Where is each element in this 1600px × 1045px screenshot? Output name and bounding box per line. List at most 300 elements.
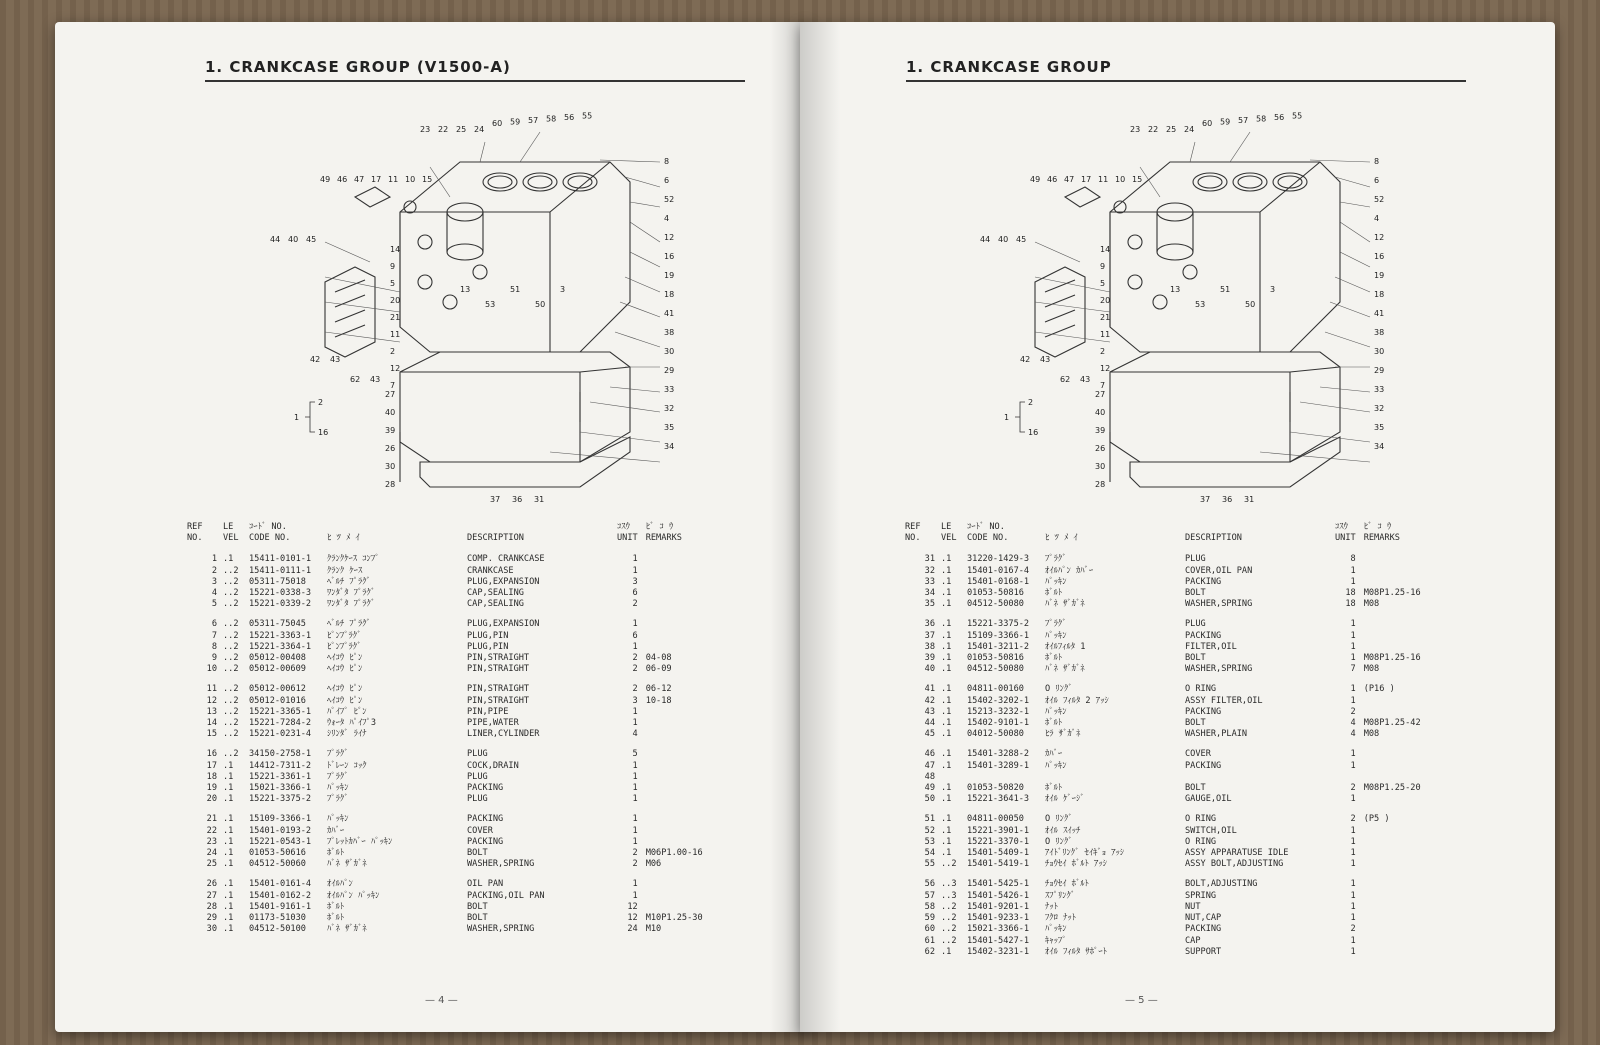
title-rule <box>906 80 1466 82</box>
cell-ref-no: 44 <box>924 718 935 729</box>
callout-number: 59 <box>510 117 521 127</box>
callout-number: 55 <box>1292 111 1303 121</box>
callout-number: 19 <box>1374 271 1385 280</box>
cell-remarks <box>1364 554 1444 565</box>
cell-level: .1 <box>941 588 952 599</box>
cell-remarks: M08P1.25-16 <box>1363 588 1421 599</box>
cell-level: .1 <box>223 859 234 870</box>
table-row <box>905 664 1444 675</box>
cell-unit-qty: 12 <box>627 901 638 912</box>
table-row <box>905 610 1444 630</box>
cell-kana-name: ﾊﾟｯｷﾝ <box>1045 760 1067 771</box>
cell-code-no: 15401-3289-1 <box>967 760 1030 771</box>
callout-number: 22 <box>1148 125 1159 134</box>
cell-level: .1 <box>223 760 234 771</box>
cell-kana-name: ﾎﾞﾙﾄ <box>1045 588 1063 599</box>
callout-number: 36 <box>512 495 523 504</box>
table-row <box>187 707 726 718</box>
cell-kana-name: ﾌﾟﾗｸﾞ <box>1045 554 1067 565</box>
cell-unit-qty: 6 <box>632 588 638 599</box>
callout-number: 28 <box>385 480 396 489</box>
cell-level: ..2 <box>223 718 239 729</box>
callout-number: 40 <box>288 235 299 244</box>
cell-unit-qty: 24 <box>627 924 638 935</box>
cell-unit-qty: 7 <box>1350 664 1356 675</box>
cell-remarks <box>646 599 726 610</box>
table-row <box>187 913 726 924</box>
callout-number: 32 <box>664 404 675 413</box>
table-row <box>187 696 726 707</box>
cell-level: ..3 <box>941 890 957 901</box>
callout-number: 10 <box>1115 175 1126 184</box>
cell-code-no: 15402-9101-1 <box>967 718 1030 729</box>
callout-number: 5 <box>1100 279 1106 288</box>
cell-kana-name: ﾊﾟｲﾌﾟ ﾋﾟﾝ <box>327 706 367 717</box>
cell-description: ASSY APPARATUSE IDLE <box>1185 848 1289 859</box>
cell-ref-no: 49 <box>924 783 935 794</box>
cell-unit-qty: 2 <box>632 848 638 859</box>
cell-code-no: 15402-3202-1 <box>967 695 1030 706</box>
cell-code-no: 15401-5425-1 <box>967 879 1030 890</box>
cell-description: CRANKCASE <box>467 565 514 576</box>
cell-level: .1 <box>223 901 234 912</box>
table-row <box>905 772 1444 783</box>
cell-level: .1 <box>941 664 952 675</box>
cell-remarks <box>1364 848 1444 859</box>
engine-block-drawing <box>250 102 690 512</box>
cell-remarks <box>646 707 726 718</box>
cell-remarks <box>1364 794 1444 805</box>
cell-remarks <box>646 761 726 772</box>
cell-code-no: 15221-3363-1 <box>249 630 312 641</box>
cell-description: PLUG <box>467 794 488 805</box>
cell-code-no: 05012-00609 <box>249 664 306 675</box>
cell-ref-no: 51 <box>924 814 935 825</box>
page-number: — 5 — <box>1125 995 1158 1006</box>
cell-code-no: 15221-0338-3 <box>249 588 312 599</box>
cell-remarks <box>646 794 726 805</box>
cell-remarks <box>646 566 726 577</box>
cell-remarks: M08P1.25-16 <box>1363 653 1421 664</box>
table-row <box>905 588 1444 599</box>
table-row <box>187 740 726 760</box>
cell-code-no: 15401-0162-2 <box>249 890 312 901</box>
cell-ref-no: 11 <box>206 684 217 695</box>
table-row <box>187 837 726 848</box>
callout-number: 57 <box>528 116 539 125</box>
callout-number: 47 <box>1064 175 1075 184</box>
cell-description: PACKING <box>467 836 504 847</box>
exploded-diagram <box>250 102 690 512</box>
cell-code-no: 15213-3232-1 <box>967 706 1030 717</box>
cell-description: PACKING <box>1185 706 1222 717</box>
cell-unit-qty: 1 <box>1350 879 1356 890</box>
cell-remarks <box>1364 924 1444 935</box>
cell-unit-qty: 1 <box>1350 576 1356 587</box>
cell-unit-qty: 2 <box>1350 706 1356 717</box>
cell-kana-name: ｳｫｰﾀ ﾊﾟｲﾌﾟ3 <box>327 718 377 729</box>
cell-description: CAP <box>1185 935 1201 946</box>
callout-number: 13 <box>1170 285 1181 294</box>
cell-kana-name: ﾎﾞﾙﾄ <box>327 913 345 924</box>
table-row <box>905 924 1444 935</box>
table-row <box>905 783 1444 794</box>
cell-kana-name: ﾊﾞﾈ ｻﾞｶﾞﾈ <box>1045 664 1085 675</box>
cell-code-no: 15021-3366-1 <box>249 783 312 794</box>
cell-code-no: 15401-3288-2 <box>967 749 1030 760</box>
cell-unit-qty: 1 <box>1350 901 1356 912</box>
cell-remarks <box>1364 936 1444 947</box>
cell-kana-name: ｽﾌﾟﾘﾝｸﾞ <box>1045 890 1076 901</box>
cell-level: .1 <box>223 879 234 890</box>
cell-ref-no: 42 <box>924 695 935 706</box>
callout-number: 7 <box>1100 381 1106 390</box>
callout-number: 45 <box>306 235 317 244</box>
callout-number: 29 <box>664 366 675 375</box>
cell-code-no: 15401-0167-4 <box>967 565 1030 576</box>
cell-code-no: 34150-2758-1 <box>249 749 312 760</box>
cell-ref-no: 62 <box>924 946 935 957</box>
cell-kana-name: ﾎﾞﾙﾄ <box>1045 653 1063 664</box>
callout-number: 21 <box>1100 313 1111 322</box>
cell-ref-no: 20 <box>206 794 217 805</box>
callout-number: 45 <box>1016 235 1027 244</box>
cell-level: .1 <box>223 836 234 847</box>
cell-description: BOLT <box>467 848 488 859</box>
cell-code-no: 15401-5409-1 <box>967 848 1030 859</box>
callout-number: 42 <box>1020 355 1031 364</box>
cell-ref-no: 15 <box>206 729 217 740</box>
cell-ref-no: 36 <box>924 619 935 630</box>
cell-ref-no: 10 <box>206 664 217 675</box>
cell-remarks <box>646 718 726 729</box>
cell-ref-no: 3 <box>211 576 217 587</box>
col-description: DESCRIPTION <box>1185 533 1242 544</box>
table-row <box>187 729 726 740</box>
callout-number: 30 <box>664 347 675 356</box>
cell-code-no: 04512-50080 <box>967 599 1024 610</box>
callout-number: 20 <box>1100 296 1111 305</box>
cell-unit-qty: 1 <box>1350 890 1356 901</box>
col-ref: REF NO. <box>905 522 921 544</box>
cell-kana-name: ﾊﾟｯｷﾝ <box>1045 706 1067 717</box>
cell-code-no: 05311-75018 <box>249 576 306 587</box>
cell-code-no: 01053-50820 <box>967 783 1024 794</box>
callout-number: 43 <box>370 375 381 384</box>
table-row <box>187 772 726 783</box>
cell-ref-no: 1 <box>211 554 217 565</box>
cell-ref-no: 45 <box>924 729 935 740</box>
cell-unit-qty: 1 <box>632 641 638 652</box>
cell-description: PACKING <box>467 783 504 794</box>
cell-kana-name: ｸﾗﾝｸｹｰｽ ｺﾝﾌﾟ <box>327 554 380 565</box>
cell-level: .1 <box>941 706 952 717</box>
callout-number: 51 <box>510 285 521 294</box>
cell-unit-qty: 1 <box>1350 565 1356 576</box>
cell-unit-qty: 2 <box>632 684 638 695</box>
cell-description: NUT <box>1185 901 1201 912</box>
cell-unit-qty: 2 <box>632 653 638 664</box>
cell-kana-name: ﾊﾟｯｷﾝ <box>327 783 349 794</box>
table-row <box>905 870 1444 890</box>
cell-code-no: 15401-0161-4 <box>249 879 312 890</box>
cell-ref-no: 4 <box>211 588 217 599</box>
cell-kana-name: ｵｲﾙﾌｨﾙﾀ 1 <box>1045 641 1086 652</box>
table-row <box>187 783 726 794</box>
cell-kana-name: ﾍｲｺｳ ﾋﾟﾝ <box>327 684 363 695</box>
callout-number: 38 <box>1374 328 1385 337</box>
cell-unit-qty <box>1335 772 1364 783</box>
cell-description: NUT,CAP <box>1185 913 1222 924</box>
cell-description: PLUG <box>467 749 488 760</box>
cell-code-no: 15221-3361-1 <box>249 771 312 782</box>
callout-number: 18 <box>664 290 675 299</box>
cell-ref-no: 38 <box>924 641 935 652</box>
cell-kana-name: ﾌﾟﾗｸﾞ <box>327 794 349 805</box>
cell-description: COVER <box>467 825 493 836</box>
parts-table <box>905 522 1444 958</box>
cell-kana-name: ﾊﾞﾈ ｻﾞｶﾞﾈ <box>1045 599 1085 610</box>
cell-level: ..2 <box>941 901 957 912</box>
cell-remarks: M10 <box>645 924 662 935</box>
table-row <box>187 554 726 565</box>
cell-ref-no: 47 <box>924 760 935 771</box>
cell-code-no: 15109-3366-1 <box>967 630 1030 641</box>
cell-unit-qty: 18 <box>1345 599 1356 610</box>
table-row <box>187 794 726 805</box>
cell-level: ..2 <box>223 664 239 675</box>
cell-remarks <box>646 729 726 740</box>
callout-number: 16 <box>318 428 329 437</box>
cell-remarks <box>646 610 726 630</box>
col-level: LE VEL <box>941 522 957 544</box>
cell-level: ..2 <box>223 619 239 630</box>
cell-unit-qty: 6 <box>632 630 638 641</box>
cell-unit-qty: 4 <box>1350 729 1356 740</box>
cell-level: .1 <box>223 554 234 565</box>
callout-number: 2 <box>390 347 396 356</box>
cell-level: .1 <box>223 924 234 935</box>
callout-number: 33 <box>664 385 675 394</box>
cell-ref-no: 53 <box>924 836 935 847</box>
cell-kana-name: ﾋﾗ ｻﾞｶﾞﾈ <box>1045 729 1081 740</box>
col-remarks: ﾋﾞ ｺ ｳ REMARKS <box>1363 522 1400 544</box>
cell-ref-no: 41 <box>924 684 935 695</box>
callout-number: 22 <box>438 125 449 134</box>
callout-number: 40 <box>998 235 1009 244</box>
table-row <box>905 675 1444 695</box>
col-code: ｺｰﾄﾞ NO. CODE NO. <box>967 522 1009 544</box>
callout-number: 3 <box>1270 285 1276 294</box>
right-page <box>800 22 1555 1032</box>
cell-level: ..2 <box>223 565 239 576</box>
callout-number: 50 <box>1245 300 1256 309</box>
cell-level: .1 <box>941 836 952 847</box>
cell-remarks <box>1364 566 1444 577</box>
cell-code-no: 04512-50060 <box>249 859 306 870</box>
callout-number: 17 <box>371 175 382 184</box>
cell-ref-no: 23 <box>206 836 217 847</box>
callout-number: 27 <box>385 390 396 399</box>
cell-kana-name: ｵｲﾙﾊﾟﾝ <box>327 879 353 890</box>
cell-ref-no: 57 <box>924 890 935 901</box>
cell-level: .1 <box>941 749 952 760</box>
cell-kana-name: ｼﾘﾝﾀﾞ ﾗｲﾅ <box>327 729 367 740</box>
cell-code-no: 31220-1429-3 <box>967 554 1030 565</box>
callout-number: 9 <box>1100 262 1106 271</box>
cell-ref-no: 40 <box>924 664 935 675</box>
cell-remarks <box>1364 826 1444 837</box>
callout-number: 11 <box>1100 330 1111 339</box>
cell-ref-no: 22 <box>206 825 217 836</box>
cell-remarks <box>1364 707 1444 718</box>
cell-code-no: 15401-9201-1 <box>967 901 1030 912</box>
cell-ref-no: 16 <box>206 749 217 760</box>
cell-level: ..2 <box>223 599 239 610</box>
table-row <box>187 805 726 825</box>
cell-ref-no: 7 <box>211 630 217 641</box>
cell-kana-name: ｵｲﾙ ﾌｨﾙﾀ 2 ｱｯｼ <box>1045 695 1109 706</box>
cell-unit-qty: 1 <box>632 619 638 630</box>
cell-unit-qty: 1 <box>1350 641 1356 652</box>
callout-number: 11 <box>1098 175 1109 184</box>
cell-code-no: 04512-50080 <box>967 664 1024 675</box>
cell-unit-qty: 1 <box>632 554 638 565</box>
cell-code-no: 15021-3366-1 <box>967 924 1030 935</box>
cell-description: PIN,PIPE <box>467 706 509 717</box>
cell-description: WASHER,PLAIN <box>1185 729 1248 740</box>
cell-remarks <box>1364 610 1444 630</box>
callout-number: 34 <box>1374 442 1385 451</box>
callout-number: 43 <box>1080 375 1091 384</box>
callout-number: 20 <box>390 296 401 305</box>
cell-ref-no: 35 <box>924 599 935 610</box>
table-row <box>905 653 1444 664</box>
callout-number: 30 <box>385 462 396 471</box>
cell-kana-name: ﾎﾞﾙﾄ <box>327 848 345 859</box>
cell-unit-qty: 1 <box>1350 848 1356 859</box>
callout-number: 55 <box>582 111 593 121</box>
cell-code-no: 15221-3365-1 <box>249 706 312 717</box>
cell-remarks: M06P1.00-16 <box>645 848 703 859</box>
cell-description: LINER,CYLINDER <box>467 729 540 740</box>
cell-code-no: 15401-5427-1 <box>967 935 1030 946</box>
cell-unit-qty: 4 <box>632 729 638 740</box>
cell-code-no: 04012-50080 <box>967 729 1024 740</box>
table-row <box>187 761 726 772</box>
cell-code-no: 15401-0193-2 <box>249 825 312 836</box>
table-row <box>187 870 726 890</box>
callout-number: 43 <box>1040 355 1051 364</box>
cell-description: PLUG,EXPANSION <box>467 576 540 587</box>
table-row <box>905 902 1444 913</box>
cell-unit-qty: 1 <box>632 794 638 805</box>
cell-kana-name: ﾁｮｳｾｲ ﾎﾞﾙﾄ ｱｯｼ <box>1045 859 1107 870</box>
cell-unit-qty: 2 <box>1350 814 1356 825</box>
cell-level: .1 <box>941 718 952 729</box>
table-row <box>905 599 1444 610</box>
cell-unit-qty: 1 <box>1350 836 1356 847</box>
cell-kana-name: ﾎﾞﾙﾄ <box>1045 783 1063 794</box>
cell-kana-name: ｵｲﾙ ｽｲｯﾁ <box>1045 825 1081 836</box>
callout-number: 4 <box>1374 214 1380 223</box>
cell-remarks <box>646 577 726 588</box>
cell-ref-no: 43 <box>924 706 935 717</box>
cell-remarks <box>1364 740 1444 760</box>
callout-number: 12 <box>390 364 401 373</box>
callout-number: 37 <box>490 495 501 504</box>
cell-kana-name: ｵｲﾙ ﾌｨﾙﾀ ｻﾎﾟｰﾄ <box>1045 946 1107 957</box>
cell-description: O RING <box>1185 814 1217 825</box>
cell-remarks: M08 <box>1363 729 1380 740</box>
cell-ref-no: 59 <box>924 913 935 924</box>
callout-number: 12 <box>664 233 675 242</box>
cell-remarks <box>1364 947 1444 958</box>
callout-number: 56 <box>1274 113 1285 122</box>
cell-code-no: 04811-00160 <box>967 684 1024 695</box>
cell-ref-no: 39 <box>924 653 935 664</box>
cell-remarks <box>1364 577 1444 588</box>
callout-number: 17 <box>1081 175 1092 184</box>
cell-level: ..2 <box>941 924 957 935</box>
title-rule <box>205 80 745 82</box>
cell-ref-no: 14 <box>206 718 217 729</box>
cell-level: .1 <box>941 729 952 740</box>
cell-unit-qty: 2 <box>1350 783 1356 794</box>
cell-description: ASSY FILTER,OIL <box>1185 695 1263 706</box>
cell-description: PLUG,EXPANSION <box>467 619 540 630</box>
cell-level: ..2 <box>223 641 239 652</box>
callout-number: 60 <box>492 119 503 128</box>
cell-remarks <box>646 870 726 890</box>
table-row <box>187 891 726 902</box>
cell-unit-qty: 1 <box>1350 935 1356 946</box>
cell-remarks <box>646 902 726 913</box>
cell-kana-name: ﾋﾟﾝﾌﾟﾗｸﾞ <box>327 630 362 641</box>
table-row <box>905 642 1444 653</box>
callout-number: 8 <box>1374 157 1380 166</box>
callout-number: 53 <box>485 300 496 309</box>
cell-description: PIPE,WATER <box>467 718 519 729</box>
cell-level: ..2 <box>223 653 239 664</box>
callout-number: 31 <box>1244 495 1255 504</box>
table-row <box>905 891 1444 902</box>
cell-description: PIN,STRAIGHT <box>467 664 530 675</box>
table-row <box>187 848 726 859</box>
callout-number: 44 <box>270 235 281 244</box>
cell-description: SWITCH,OIL <box>1185 825 1237 836</box>
callout-number: 50 <box>535 300 546 309</box>
callout-number: 39 <box>1095 426 1106 435</box>
cell-unit-qty: 1 <box>1350 946 1356 957</box>
cell-kana-name: O ﾘﾝｸﾞ <box>1045 814 1073 825</box>
cell-description: SPRING <box>1185 890 1217 901</box>
table-row <box>905 740 1444 760</box>
cell-kana-name: ﾎﾞﾙﾄ <box>1045 718 1063 729</box>
cell-code-no: 15221-3901-1 <box>967 825 1030 836</box>
cell-description: WASHER,SPRING <box>467 924 535 935</box>
cell-ref-no: 13 <box>206 706 217 717</box>
cell-description: BOLT <box>1185 588 1206 599</box>
cell-description <box>1185 772 1335 783</box>
cell-code-no <box>967 772 1045 783</box>
table-row <box>905 947 1444 958</box>
cell-description: COCK,DRAIN <box>467 760 519 771</box>
col-kana: ﾋ ﾂ ﾒ ｲ <box>327 533 360 544</box>
cell-remarks <box>1364 696 1444 707</box>
cell-remarks: M08 <box>1363 664 1380 675</box>
cell-ref-no: 26 <box>206 879 217 890</box>
